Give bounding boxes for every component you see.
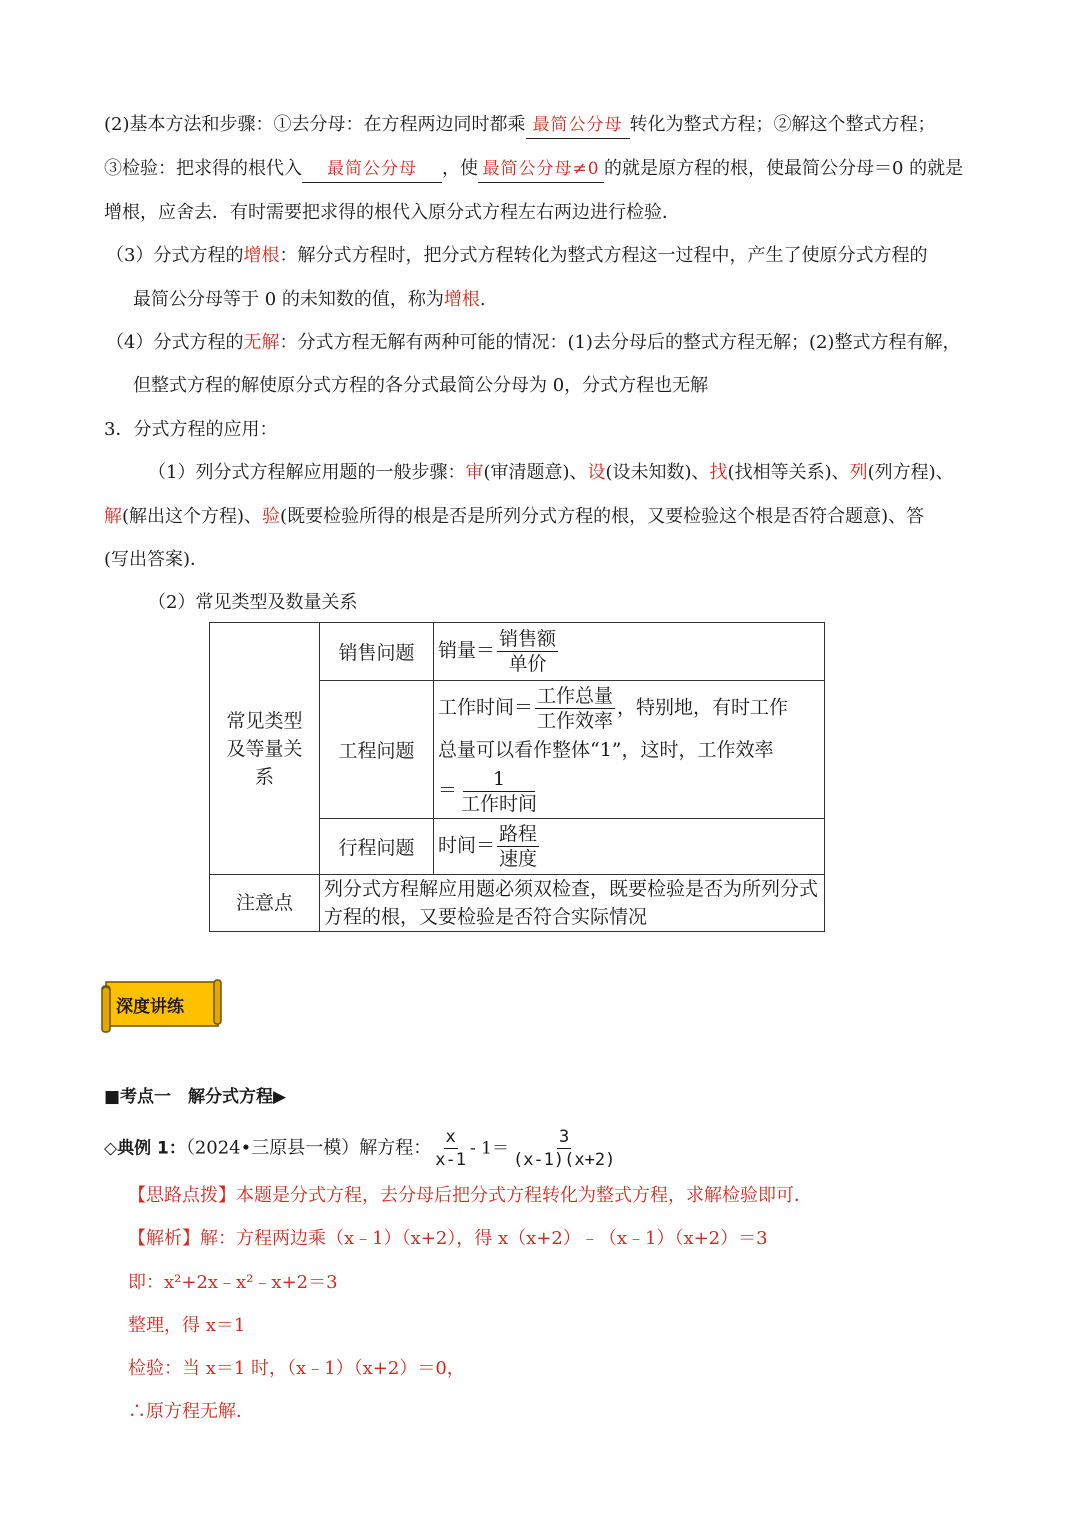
application-steps-line2 bbox=[104, 504, 924, 530]
relation-work-line1 bbox=[438, 684, 820, 733]
extraneous-root-end: . bbox=[479, 289, 486, 310]
relation-work-eq: ＝ bbox=[438, 779, 458, 801]
step-solve: 解 bbox=[104, 506, 122, 527]
relation-travel bbox=[434, 819, 825, 875]
extraneous-root-def: 最简公分母等于 0 的未知数的值，称为 bbox=[133, 289, 444, 310]
type-sales: 销售问题 bbox=[320, 623, 434, 681]
relations-table bbox=[209, 622, 825, 932]
method-steps-text-a: (2)基本方法和步骤：①去分母：在方程两边同时都乘 bbox=[104, 114, 526, 135]
extraneous-root-prefix: （3）分式方程的 bbox=[106, 245, 244, 266]
fill-blank-lcd bbox=[526, 112, 630, 139]
fraction-denominator: x-1 bbox=[435, 1150, 466, 1170]
no-solution-line2: 但整式方程的解使原分式方程的各分式最简公分母为 0，分式方程也无解 bbox=[133, 375, 709, 396]
step-find-desc: (找相等关系)、 bbox=[727, 462, 850, 483]
method-steps-line1 bbox=[104, 112, 936, 139]
relation-work-line3 bbox=[438, 767, 820, 816]
method-steps-text-b: 转化为整式方程；②解这个整式方程； bbox=[629, 114, 936, 135]
relation-work-after: ，特别地，有时工作 bbox=[617, 696, 789, 718]
fraction-x-over-x-minus-1 bbox=[433, 1126, 468, 1171]
example-label: ◇典例 1： bbox=[104, 1138, 186, 1159]
fill-blank-nonzero bbox=[478, 156, 604, 183]
fraction-denominator: 速度 bbox=[499, 848, 538, 870]
relation-sales-lhs: 销量＝ bbox=[438, 639, 496, 662]
fraction-denominator: 工作时间 bbox=[461, 792, 538, 815]
step-verify-desc: (既要检验所得的根是否是所列分式方程的根，又要检验这个根是否符合题意)、答 bbox=[280, 506, 925, 527]
fraction-denominator: (x-1)(x+2) bbox=[512, 1150, 616, 1170]
step-list: 列 bbox=[849, 462, 868, 483]
method-steps-line3: 增根，应舍去．有时需要把求得的根代入原分式方程左右两边进行检验． bbox=[104, 202, 680, 223]
method-steps-line2 bbox=[104, 156, 963, 183]
fraction-3-over-product bbox=[511, 1126, 617, 1171]
note-label: 注意点 bbox=[210, 875, 320, 932]
type-travel: 行程问题 bbox=[320, 819, 434, 875]
step-review: 审 bbox=[465, 462, 484, 483]
fraction-work bbox=[535, 684, 615, 733]
relation-work-line2: 总量可以看作整体“1”，这时，工作效率 bbox=[438, 738, 774, 761]
no-solution-line1 bbox=[106, 330, 960, 356]
extraneous-root-term: 增根 bbox=[243, 245, 280, 266]
fraction-numerator: 销售额 bbox=[499, 628, 557, 650]
application-steps-line1 bbox=[148, 460, 954, 486]
no-solution-prefix: （4）分式方程的 bbox=[106, 332, 244, 353]
application-steps-intro: （1）列分式方程解应用题的一般步骤： bbox=[148, 462, 466, 483]
application-steps-line3: (写出答案)． bbox=[104, 549, 209, 570]
no-solution-text: ：分式方程无解有两种可能的情况：(1)去分母后的整式方程无解；(2)整式方程有解， bbox=[279, 332, 961, 353]
solution-step3: 整理，得 x＝1 bbox=[128, 1315, 246, 1336]
fraction-numerator: x bbox=[445, 1127, 456, 1147]
no-solution-term: 无解 bbox=[243, 332, 280, 353]
solution-tag: 【解析】 bbox=[128, 1228, 200, 1249]
relation-travel-lhs: 时间＝ bbox=[438, 834, 496, 857]
type-work: 工程问题 bbox=[320, 681, 434, 819]
group-label: 常见类型及等量关系 bbox=[226, 709, 303, 788]
table-row-note bbox=[210, 875, 825, 932]
example-source: （2024•三原县一模）解方程： bbox=[185, 1137, 432, 1159]
test-point-heading: ■考点一 解分式方程▶ bbox=[104, 1087, 287, 1107]
check-step-text: ③检验：把求得的根代入 bbox=[104, 158, 302, 179]
solution-conclusion: ∴原方程无解． bbox=[128, 1401, 254, 1422]
relation-sales bbox=[434, 623, 825, 681]
blank-answer-lcd-2: 最简公分母 bbox=[327, 159, 417, 179]
fraction-numerator: 工作总量 bbox=[537, 684, 614, 707]
hint-text: 本题是分式方程，去分母后把分式方程转化为整式方程，求解检验即可． bbox=[236, 1185, 812, 1206]
fraction-travel bbox=[497, 822, 539, 871]
fraction-numerator: 1 bbox=[463, 767, 535, 792]
hint-tag: 【思路点拨】 bbox=[128, 1185, 236, 1206]
step-set-desc: (设未知数)、 bbox=[605, 462, 710, 483]
group-label-cell bbox=[210, 623, 320, 875]
fraction-numerator: 路程 bbox=[499, 823, 538, 845]
extraneous-root-line1 bbox=[106, 243, 927, 269]
fraction-numerator: 3 bbox=[559, 1127, 570, 1147]
application-heading: 3．分式方程的应用： bbox=[104, 419, 278, 440]
extraneous-root-term-2: 增根 bbox=[443, 289, 480, 310]
step-list-desc: (列方程)、 bbox=[867, 462, 954, 483]
example-line bbox=[104, 1126, 619, 1171]
fraction-denominator: 单价 bbox=[508, 653, 547, 675]
example-minus-one: - 1＝ bbox=[469, 1138, 509, 1159]
badge-label: 深度讲练 bbox=[116, 997, 184, 1017]
solution-text: 解：方程两边乘（x﹣1）（x+2），得 x（x+2）﹣（x﹣1）（x+2）＝3 bbox=[200, 1228, 768, 1249]
note-text: 列分式方程解应用题必须双检查，既要检验是否为所列分式方程的根，又要检验是否符合实际情况 bbox=[320, 875, 825, 932]
solution-line1 bbox=[128, 1226, 768, 1252]
step-verify: 验 bbox=[262, 506, 281, 527]
step-set: 设 bbox=[587, 462, 606, 483]
solution-step2: 即：x²+2x﹣x²﹣x+2＝3 bbox=[128, 1272, 338, 1293]
fraction-denominator: 工作效率 bbox=[537, 709, 614, 732]
fraction-sales bbox=[497, 627, 558, 676]
extraneous-root-text: ：解分式方程时，把分式方程转化为整式方程这一过程中，产生了使原分式方程的 bbox=[279, 245, 928, 266]
fraction-efficiency bbox=[459, 767, 539, 816]
check-step-comma: ，使 bbox=[442, 158, 478, 179]
blank-answer-lcd: 最简公分母 bbox=[532, 115, 623, 135]
hint-line bbox=[128, 1183, 812, 1209]
check-step-rest: 的就是原方程的根，使最简公分母＝0 的就是 bbox=[604, 158, 964, 179]
solution-step4: 检验：当 x＝1 时，（x﹣1）（x+2）＝0， bbox=[128, 1358, 465, 1379]
table-row-sales bbox=[210, 623, 825, 681]
extraneous-root-line2 bbox=[133, 287, 486, 313]
common-types-heading: （2）常见类型及数量关系 bbox=[148, 592, 358, 613]
relation-work-lhs: 工作时间＝ bbox=[438, 696, 534, 718]
blank-answer-nonzero: 最简公分母≠0 bbox=[482, 159, 600, 179]
step-review-desc: (审清题意)、 bbox=[483, 462, 588, 483]
relation-work bbox=[434, 681, 825, 819]
step-solve-desc: (解出这个方程)、 bbox=[122, 506, 263, 527]
step-find: 找 bbox=[709, 462, 728, 483]
fill-blank-lcd-2 bbox=[302, 156, 442, 183]
